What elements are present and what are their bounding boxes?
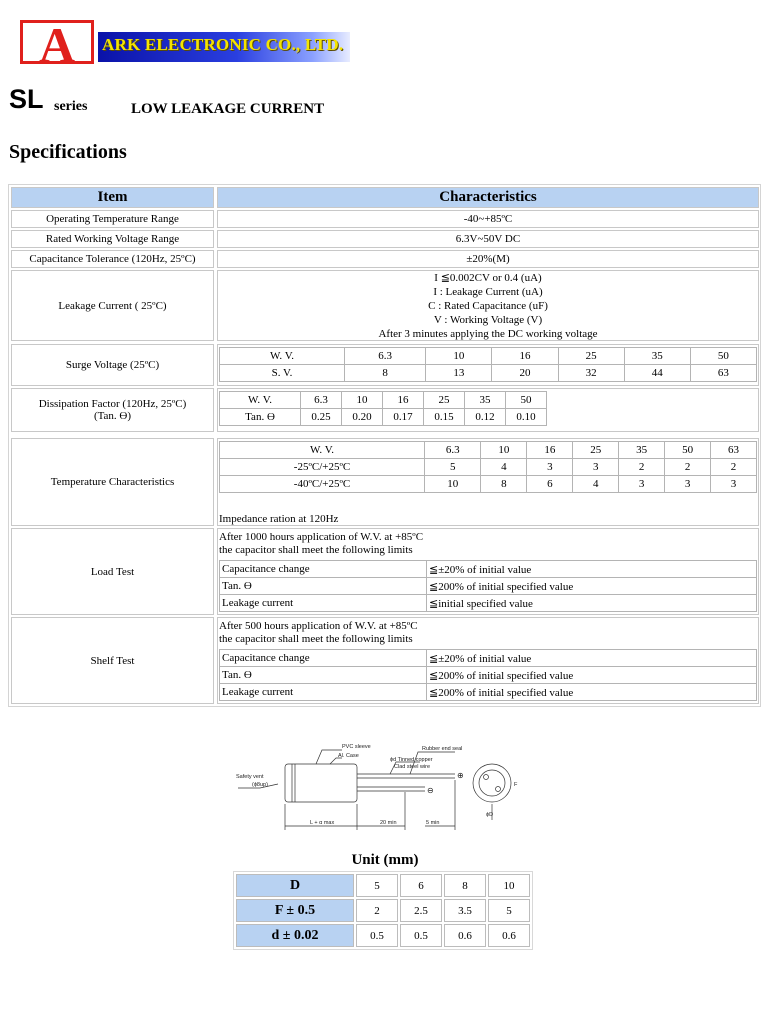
logo-letter: A: [38, 17, 76, 73]
leakage-line: After 3 minutes applying the DC working voltage: [378, 328, 598, 340]
tc-40-value: 3: [665, 476, 711, 493]
df-tan-value: 0.17: [383, 409, 424, 426]
leader-rubber: [410, 752, 455, 774]
leakage-line: V : Working Voltage (V): [433, 314, 543, 326]
shelf-limit: ≦200% of initial specified value: [427, 667, 757, 684]
rated-voltage-label: Rated Working Voltage Range: [11, 230, 214, 248]
dim-row-header: F ± 0.5: [236, 899, 354, 922]
tc-40-value: 6: [527, 476, 573, 493]
label-clad: Clad steel wire: [394, 764, 431, 770]
load-test-intro1: After 1000 hours application of W.V. at +85ºC: [219, 531, 424, 543]
load-limit: ≦±20% of initial value: [427, 561, 757, 578]
label-rubber: Rubber end seal: [422, 746, 463, 752]
label-minus: ⊖: [427, 786, 434, 795]
load-criterion: Leakage current: [220, 595, 427, 612]
dim-value: 5: [356, 874, 398, 897]
df-tan-value: 0.15: [424, 409, 465, 426]
leakage-line: I : Leakage Current (uA): [433, 286, 543, 298]
label-diameter: ϕD: [486, 812, 494, 818]
label-vent-size: (ϕ8up): [252, 782, 268, 788]
load-test-cell: [217, 528, 759, 615]
df-wv-value: 16: [383, 392, 424, 409]
leakage-line: I ≦0.002CV or 0.4 (uA): [434, 272, 542, 284]
tc-40-header: -40ºC/+25ºC: [220, 476, 425, 493]
load-criterion: Capacitance change: [220, 561, 427, 578]
load-test-label: Load Test: [11, 528, 214, 615]
tc-40-value: 4: [573, 476, 619, 493]
label-pvc: PVC sleeve: [342, 744, 371, 750]
tc-25-header: -25ºC/+25ºC: [220, 459, 425, 476]
surge-wv-value: 6.3: [345, 348, 426, 365]
series-title: LOW LEAKAGE CURRENT: [131, 101, 325, 117]
surge-wv-value: 50: [690, 348, 756, 365]
label-plus: ⊕: [457, 771, 464, 780]
dimension-table: [233, 871, 533, 950]
dissipation-label-line1: Dissipation Factor (120Hz, 25ºC): [38, 398, 187, 410]
company-name: ARK ELECTRONIC CO., LTD.: [102, 35, 344, 54]
tc-wv-value: 25: [573, 442, 619, 459]
dim-value: 0.5: [400, 924, 442, 947]
capacitor-body: [285, 764, 357, 802]
load-limit: ≦200% of initial specified value: [427, 578, 757, 595]
company-logo-mark: [20, 17, 94, 73]
unit-title: Unit (mm): [351, 852, 419, 868]
dim-value: 2.5: [400, 899, 442, 922]
company-name-banner: [98, 32, 350, 62]
load-limit: ≦initial specified value: [427, 595, 757, 612]
df-tan-header: Tan. ϴ: [220, 409, 301, 426]
temp-char-table: [219, 441, 757, 493]
leakage-label: Leakage Current ( 25ºC): [11, 270, 214, 341]
dim-value: 0.5: [356, 924, 398, 947]
shelf-criterion: Capacitance change: [220, 650, 427, 667]
leakage-line: C : Rated Capacitance (uF): [428, 300, 548, 312]
header-characteristics: Characteristics: [217, 187, 759, 208]
shelf-criterion: Leakage current: [220, 684, 427, 701]
dim-row-header: D: [236, 874, 354, 897]
dim-row-header: d ± 0.02: [236, 924, 354, 947]
shelf-criterion: Tan. ϴ: [220, 667, 427, 684]
dim-value: 3.5: [444, 899, 486, 922]
label-lead2: 5 min: [426, 820, 440, 826]
operating-temp-value: -40~+85ºC: [217, 210, 759, 228]
tc-wv-value: 6.3: [425, 442, 481, 459]
surge-sv-value: 13: [426, 365, 492, 382]
surge-sv-value: 63: [690, 365, 756, 382]
load-test-table: [219, 560, 757, 612]
df-tan-value: 0.25: [301, 409, 342, 426]
df-tan-value: 0.12: [465, 409, 506, 426]
tc-wv-value: 50: [665, 442, 711, 459]
surge-sv-value: 32: [558, 365, 624, 382]
dissipation-label-line2: (Tan. ϴ): [93, 410, 132, 422]
tc-25-value: 2: [665, 459, 711, 476]
surge-wv-value: 16: [492, 348, 558, 365]
load-test-intro2: the capacitor shall meet the following limits: [219, 544, 413, 556]
tc-wv-value: 35: [619, 442, 665, 459]
df-wv-value: 35: [465, 392, 506, 409]
impedance-note: Impedance ration at 120Hz: [219, 513, 339, 525]
tc-wv-value: 63: [711, 442, 757, 459]
surge-wv-header: W. V.: [220, 348, 345, 365]
shelf-test-cell: [217, 617, 759, 704]
surge-sv-value: 8: [345, 365, 426, 382]
df-wv-value: 50: [506, 392, 547, 409]
dim-value: 0.6: [488, 924, 530, 947]
operating-temp-label: Operating Temperature Range: [11, 210, 214, 228]
spec-table: [8, 184, 761, 707]
rated-voltage-value: 6.3V~50V DC: [217, 230, 759, 248]
tc-25-value: 2: [619, 459, 665, 476]
capacitor-dimension-drawing: [230, 740, 530, 840]
tc-25-value: 3: [573, 459, 619, 476]
end-view-lead: [484, 775, 489, 780]
temp-char-cell: [217, 438, 759, 526]
section-title: Specifications: [9, 141, 127, 163]
tc-25-value: 2: [711, 459, 757, 476]
shelf-test-intro1: After 500 hours application of W.V. at +85ºC: [219, 620, 418, 632]
cap-tolerance-value: ±20%(M): [217, 250, 759, 268]
surge-wv-value: 10: [426, 348, 492, 365]
surge-sv-value: 20: [492, 365, 558, 382]
label-vent: Safety vent: [236, 774, 264, 780]
shelf-test-intro2: the capacitor shall meet the following limits: [219, 633, 413, 645]
tc-25-value: 3: [527, 459, 573, 476]
surge-sv-header: S. V.: [220, 365, 345, 382]
dim-value: 2: [356, 899, 398, 922]
leakage-value: [217, 270, 759, 341]
df-tan-value: 0.20: [342, 409, 383, 426]
dissipation-label: [11, 388, 214, 432]
temp-char-label: Temperature Characteristics: [11, 438, 214, 526]
surge-sv-value: 44: [624, 365, 690, 382]
shelf-limit: ≦±20% of initial value: [427, 650, 757, 667]
dissipation-table: [219, 391, 547, 426]
header-item: Item: [11, 187, 214, 208]
dim-value: 6: [400, 874, 442, 897]
surge-label: Surge Voltage (25ºC): [11, 344, 214, 386]
label-tinned: ϕd Tinned copper: [390, 757, 433, 763]
tc-40-value: 3: [711, 476, 757, 493]
surge-table: [219, 347, 757, 382]
label-case: Al. Case: [338, 753, 359, 759]
dim-value: 5: [488, 899, 530, 922]
end-view-lead: [496, 787, 501, 792]
dim-value: 0.6: [444, 924, 486, 947]
tc-25-value: 4: [481, 459, 527, 476]
tc-40-value: 3: [619, 476, 665, 493]
series-code: SL: [9, 84, 44, 114]
dim-value: 8: [444, 874, 486, 897]
surge-cell: [217, 344, 759, 386]
cap-tolerance-label: Capacitance Tolerance (120Hz, 25ºC): [11, 250, 214, 268]
label-lead: 20 min: [380, 820, 397, 826]
df-wv-header: W. V.: [220, 392, 301, 409]
surge-wv-value: 25: [558, 348, 624, 365]
tc-wv-value: 10: [481, 442, 527, 459]
label-length: L + α max: [310, 820, 335, 826]
label-f: F: [514, 782, 518, 788]
surge-wv-value: 35: [624, 348, 690, 365]
dissipation-cell: [217, 388, 759, 432]
tc-25-value: 5: [425, 459, 481, 476]
dim-value: 10: [488, 874, 530, 897]
tc-40-value: 8: [481, 476, 527, 493]
df-tan-value: 0.10: [506, 409, 547, 426]
shelf-limit: ≦200% of initial specified value: [427, 684, 757, 701]
shelf-test-label: Shelf Test: [11, 617, 214, 704]
end-view-inner: [479, 770, 505, 796]
tc-wv-value: 16: [527, 442, 573, 459]
load-criterion: Tan. ϴ: [220, 578, 427, 595]
df-wv-value: 25: [424, 392, 465, 409]
tc-wv-header: W. V.: [220, 442, 425, 459]
df-wv-value: 10: [342, 392, 383, 409]
tc-40-value: 10: [425, 476, 481, 493]
series-label: series: [54, 99, 88, 114]
shelf-test-table: [219, 649, 757, 701]
df-wv-value: 6.3: [301, 392, 342, 409]
